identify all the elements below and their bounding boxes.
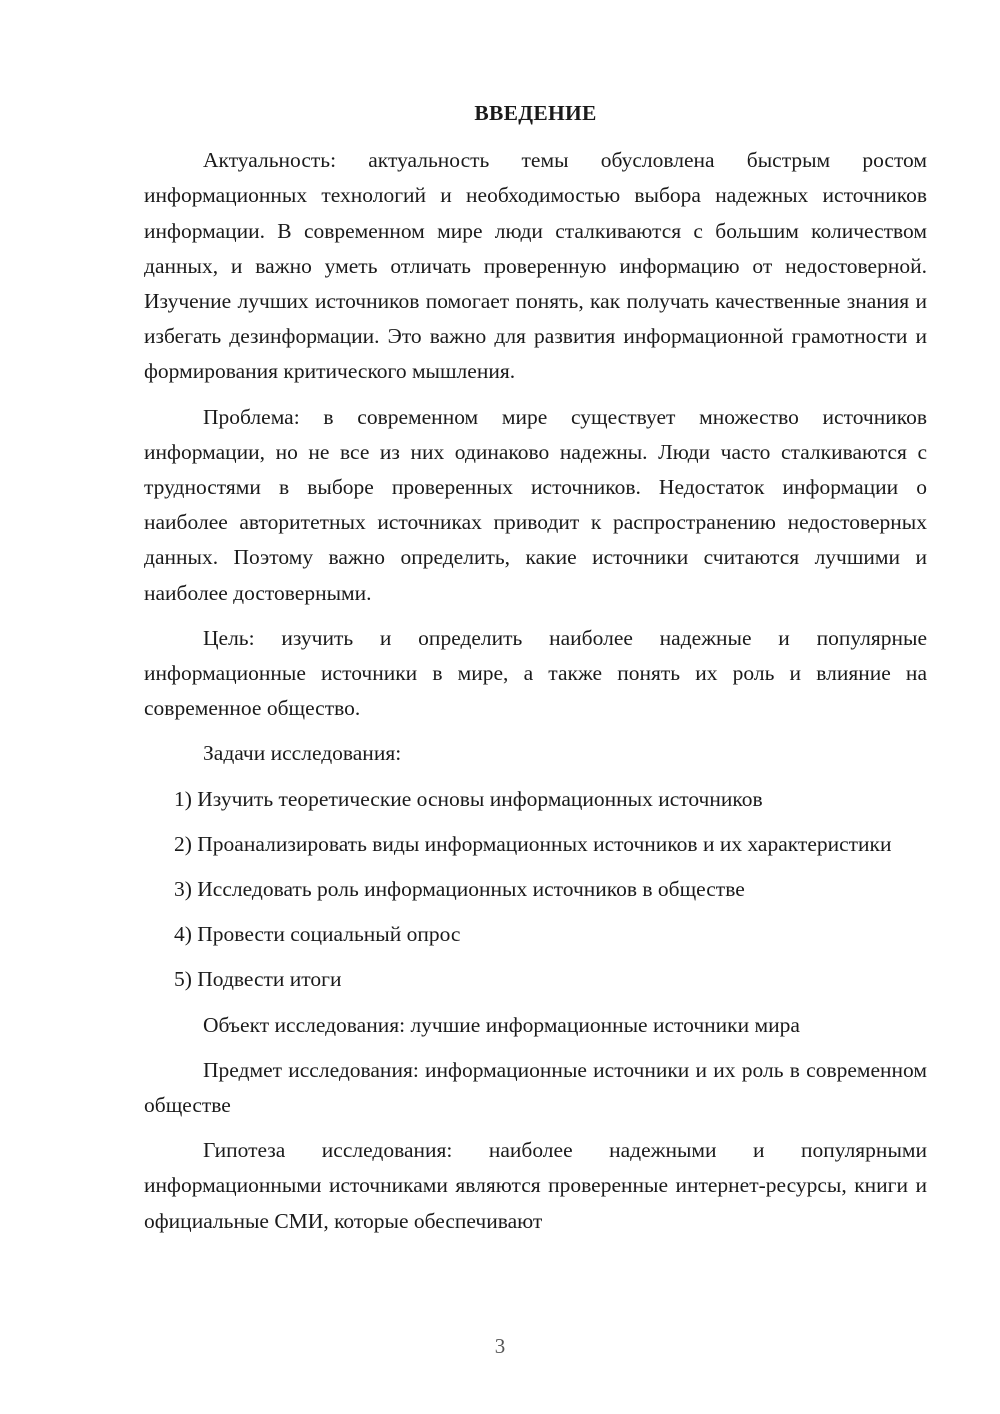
- task-item-3: 3) Исследовать роль информационных источников в обществе: [174, 877, 745, 902]
- tasks-heading: Задачи исследования:: [203, 741, 402, 766]
- task-item-5: 5) Подвести итоги: [174, 967, 342, 992]
- document-page: [144, 96, 927, 1249]
- task-item-2: 2) Проанализировать виды информационных источников и их характеристики: [174, 831, 892, 856]
- paragraph-relevance: Актуальность: актуальность темы обусловлена быстрым ростом информационных технологий и необходимостью выбора надежных источников информации. В современном мире люди сталкиваются с большим количеством данных, и важно уметь отличать проверенную информацию от недостоверной. Изучение лучших источников помогает понять, как получать качественные знания и избегать дезинформации. Это важно для развития информационной грамотности и формирования критического мышления.: [144, 148, 927, 384]
- paragraph-object: Объект исследования: лучшие информационные источники мира: [203, 1012, 800, 1037]
- task-item-4: 4) Провести социальный опрос: [174, 922, 461, 947]
- paragraph-hypothesis: Гипотеза исследования: наиболее надежными и популярными информационными источниками являются проверенные интернет-ресурсы, книги и официальные СМИ, которые обеспечивают: [144, 1138, 927, 1233]
- paragraph-goal: Цель: изучить и определить наиболее надежные и популярные информационные источники в мире, а также понять их роль и влияние на современное общество.: [144, 625, 927, 721]
- paragraph-problem: Проблема: в современном мире существует множество источников информации, но не все из них одинаково надежны. Люди часто сталкиваются с трудностями в выборе проверенных источников. Недостаток информации о наиболее авторитетных источниках приводит к распространению недостоверных данных. Поэтому важно определить, какие источники считаются лучшими и наиболее достоверными.: [144, 404, 927, 605]
- paragraph-subject: Предмет исследования: информационные источники и их роль в современном обществе: [144, 1057, 927, 1118]
- page-number: 3: [494, 1334, 506, 1358]
- section-title: ВВЕДЕНИЕ: [474, 101, 597, 125]
- task-item-1: 1) Изучить теоретические основы информационных источников: [174, 786, 763, 811]
